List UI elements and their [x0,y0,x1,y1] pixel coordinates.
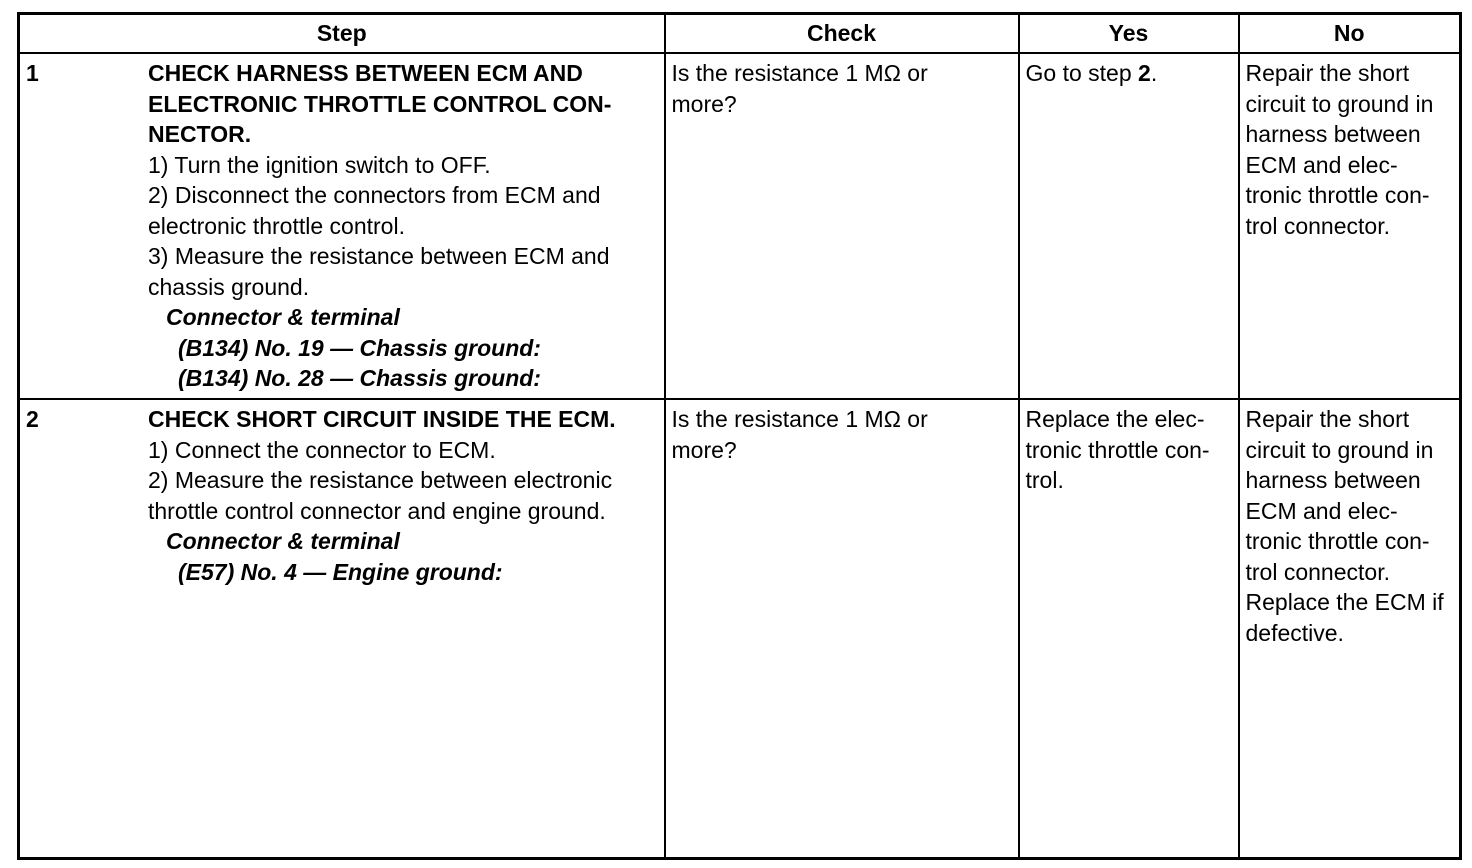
check-line: more? [671,436,737,463]
table-row [19,399,1461,859]
step-cell [19,399,665,859]
no-line: circuit to ground in [1245,436,1434,463]
connector-heading: Connector & terminal [166,304,400,330]
yes-cell [1019,399,1239,859]
step-title-line: ELECTRONIC THROTTLE CONTROL CON- [148,90,612,117]
step-body [144,400,664,587]
no-line: tronic throttle con- [1245,182,1430,208]
header-row [19,14,1461,54]
instruction-line: electronic throttle control. [148,212,405,239]
instruction-line: 3) Measure the resistance between ECM and [148,243,610,269]
diagnostic-table [17,12,1462,860]
check-cell [665,53,1019,399]
header-yes: Yes [1019,14,1239,54]
step-number: 2 [26,406,39,432]
no-line: trol connector. [1245,212,1390,239]
check-line: Is the resistance 1 MΩ or [671,60,928,86]
yes-line: trol. [1025,467,1064,493]
check-line: Is the resistance 1 MΩ or [671,406,928,432]
connector-terminal: (B134) No. 28 — Chassis ground: [178,365,541,391]
yes-line: tronic throttle con- [1025,436,1210,463]
connector-terminal: (E57) No. 4 — Engine ground: [178,558,503,585]
instruction-line: throttle control connector and engine ground. [148,497,606,524]
no-line: Repair the short [1245,60,1410,86]
yes-cell [1019,53,1239,399]
yes-step-link: 2 [1138,60,1151,86]
instruction-line: 1) Connect the connector to ECM. [148,436,496,463]
no-line: harness between [1245,121,1421,147]
instruction-line: 2) Disconnect the connectors from ECM and [148,182,601,208]
step-body [144,54,664,394]
connector-terminal: (B134) No. 19 — Chassis ground: [178,334,541,361]
yes-line: Replace the elec- [1025,406,1205,432]
no-line: ECM and elec- [1245,497,1398,524]
step-number: 1 [26,60,39,86]
step-title-line: CHECK HARNESS BETWEEN ECM AND [148,60,583,86]
step-title-line: CHECK SHORT CIRCUIT INSIDE THE ECM. [148,406,616,432]
header-step: Step [19,14,665,54]
no-line: Replace the ECM if [1245,589,1444,615]
instruction-line: 2) Measure the resistance between electronic [148,467,613,493]
no-line: ECM and elec- [1245,151,1398,178]
header-check: Check [665,14,1019,54]
yes-suffix: . [1150,60,1158,86]
no-line: harness between [1245,467,1421,493]
yes-text: Go to step [1025,60,1139,86]
step-cell [19,53,665,399]
instruction-line: 1) Turn the ignition switch to OFF. [148,151,491,178]
table-row [19,53,1461,399]
no-line: defective. [1245,619,1344,646]
no-line: tronic throttle con- [1245,528,1430,554]
step-title-line: NECTOR. [148,121,252,147]
no-line: circuit to ground in [1245,90,1434,117]
instruction-line: chassis ground. [148,273,310,300]
check-cell [665,399,1019,859]
no-line: Repair the short [1245,406,1410,432]
connector-heading: Connector & terminal [166,528,400,554]
check-line: more? [671,90,737,117]
no-line: trol connector. [1245,558,1390,585]
no-cell [1239,399,1461,859]
no-cell [1239,53,1461,399]
header-no: No [1239,14,1461,54]
